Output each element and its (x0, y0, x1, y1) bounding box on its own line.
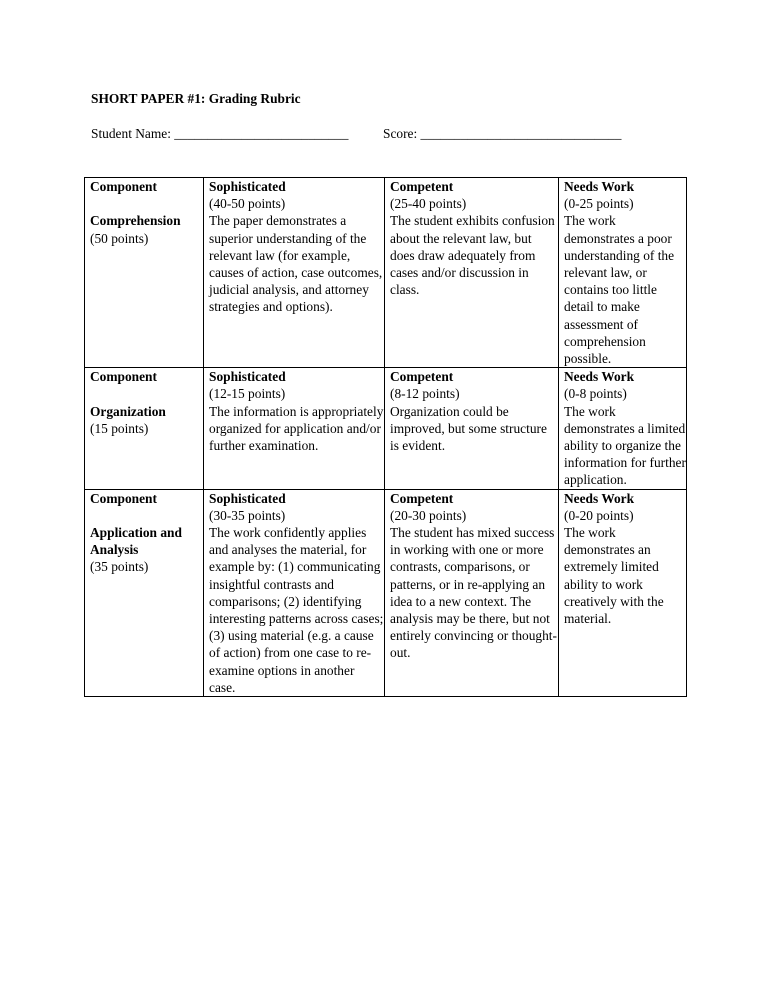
page-title: SHORT PAPER #1: Grading Rubric (91, 91, 301, 106)
criteria-needs-work: The work demonstrates a poor understanding of the relevant law, or contains too little detail to make assessment of comprehension possible. (559, 212, 687, 367)
criteria-needs-work: The work demonstrates an extremely limited ability to work creatively with the material. (559, 524, 687, 697)
criteria-competent: Organization could be improved, but some structure is evident. (385, 403, 559, 490)
criteria-needs-work: The work demonstrates a limited ability to organize the information for further application. (559, 403, 687, 490)
criteria-competent: The student exhibits confusion about the relevant law, but does draw adequately from cases and/or discussion in class. (385, 212, 559, 367)
criteria-competent: The student has mixed success in working with one or more contrasts, comparisons, or patterns, or in re-applying an idea to a new context. The analysis may be there, but not entirely convincing or thought-out. (385, 524, 559, 697)
component-header: Component (85, 368, 204, 403)
level-header-competent: Competent (20-30 points) (385, 489, 559, 524)
level-header-sophisticated: Sophisticated (30-35 points) (204, 489, 385, 524)
component-name: Comprehension (50 points) (85, 212, 204, 367)
component-name: Application and Analysis (35 points) (85, 524, 204, 697)
rubric-header-row (85, 368, 687, 403)
rubric-row-comprehension (85, 212, 687, 367)
rubric-row-organization (85, 403, 687, 490)
level-header-needs-work: Needs Work (0-20 points) (559, 489, 687, 524)
rubric-header-row (85, 178, 687, 213)
criteria-sophisticated: The information is appropriately organized for application and/or further examination. (204, 403, 385, 490)
component-header: Component (85, 489, 204, 524)
student-name-field: Student Name: __________________________ (91, 126, 349, 141)
level-header-competent: Competent (25-40 points) (385, 178, 559, 213)
criteria-sophisticated: The work confidently applies and analyses the material, for example by: (1) communicating insightful contrasts and comparisons; (2) identifying interesting patterns across cases; (3) using material (e.g. a cause of action) from one case to re-examine options in another case. (204, 524, 385, 697)
rubric-row-application-analysis (85, 524, 687, 697)
level-header-needs-work: Needs Work (0-8 points) (559, 368, 687, 403)
level-header-needs-work: Needs Work (0-25 points) (559, 178, 687, 213)
rubric-header-row (85, 489, 687, 524)
level-header-sophisticated: Sophisticated (12-15 points) (204, 368, 385, 403)
level-header-sophisticated: Sophisticated (40-50 points) (204, 178, 385, 213)
score-field: Score: ______________________________ (383, 126, 622, 141)
component-name: Organization (15 points) (85, 403, 204, 490)
rubric-table (84, 177, 687, 697)
component-header: Component (85, 178, 204, 213)
level-header-competent: Competent (8-12 points) (385, 368, 559, 403)
criteria-sophisticated: The paper demonstrates a superior understanding of the relevant law (for example, causes of action, case outcomes, judicial analysis, and attorney strategies and options). (204, 212, 385, 367)
